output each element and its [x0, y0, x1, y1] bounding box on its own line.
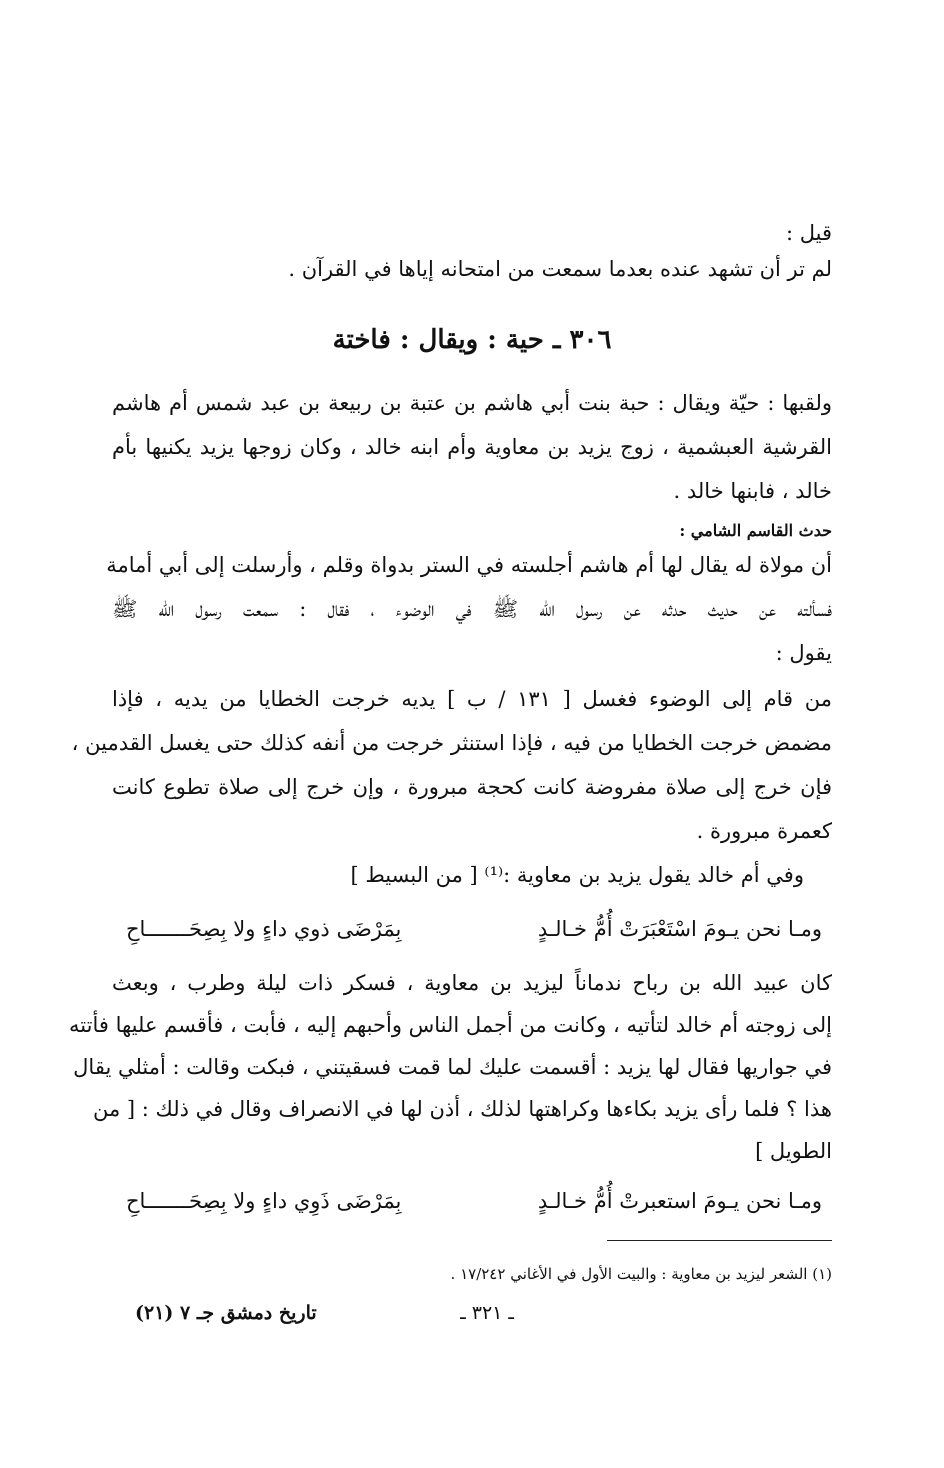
hadith-chain-line-2: فسألته عن حديث حدثه عن رسول الله ﷺ في الوضوء ، فقال : سمعت رسول الله ﷺ — [112, 597, 832, 621]
hadith-chain-line-1: أن مولاة له يقال لها أم هاشم أجلسته في الستر بدواة وقلم ، وأرسلت إلى أبي أمامة — [106, 553, 832, 577]
poem2-second-hemistich: بِمَرْضَى ذَوِي داءٍ ولا بِصِحَـــــــاحِ — [126, 1189, 402, 1213]
poem1-intro: وفي أم خالد يقول يزيد بن معاوية :⁽¹⁾ [ من البسيط ] — [350, 863, 804, 887]
poem1-second-hemistich: بِمَرْضَى ذوي داءٍ ولا بِصِحَـــــــاحِ — [126, 917, 402, 941]
section-title: ٣٠٦ ـ حية : ويقال : فاختة — [332, 325, 612, 355]
footnote-text: (١) الشعر ليزيد بن معاوية : والبيت الأول في الأغاني ١٧/٢٤٢ . — [450, 1265, 832, 1283]
hadith-chain-line-3: يقول : — [775, 641, 832, 665]
story-line-3: في جواريها فقال لها يزيد : أقسمت عليك لما قمت فسقيتني ، فبكت وقالت : أمثلي يقال — [73, 1055, 832, 1079]
book-source: تاريخ دمشق جـ ٧ (٢١) — [135, 1302, 317, 1324]
hadith-text-line-1: من قام إلى الوضوء فغسل [ ١٣١ / ب ] يديه خرجت الخطايا من يديه ، فإذا — [112, 687, 832, 711]
story-line-2: إلى زوجته أم خالد لتأتيه ، وكانت من أجمل الناس وأحبهم إليه ، فأبت ، فأقسم عليها فأتته — [69, 1013, 832, 1037]
lineage-line-3: خالد ، فابنها خالد . — [673, 479, 832, 503]
poem1-verse — [126, 914, 822, 944]
story-line-1: كان عبيد الله بن رباح ندماناً ليزيد بن معاوية ، فسكر ذات ليلة وطرب ، وبعث — [112, 971, 832, 995]
story-line-5: الطويل ] — [755, 1139, 832, 1163]
hadith-text-line-2: مضمض خرجت الخطايا من فيه ، فإذا استنثر خرجت من أنفه كذلك حتى يغسل القدمين ، — [71, 731, 832, 755]
hadith-text-line-4: كعمرة مبرورة . — [696, 819, 832, 843]
intro-label: قيل : — [785, 221, 832, 245]
lineage-line-1: ولقبها : حيّة ويقال : حبة بنت أبي هاشم بن عتبة بن ربيعة بن عبد شمس أم هاشم — [112, 391, 832, 415]
story-line-4: هذا ؟ فلما رأى يزيد بكاءها وكراهتها لذلك ، أذن لها في الانصراف وقال في ذلك : [ من — [92, 1097, 832, 1121]
poem1-first-hemistich: ومـا نحن يـومَ اسْتَعْبَرَتْ أُمُّ خـالـدٍ — [537, 917, 822, 941]
hadith-text-line-3: فإن خرج إلى صلاة مفروضة كانت كحجة مبرورة ، وإن خرج إلى صلاة تطوع كانت — [112, 775, 832, 799]
hadith-narrator: حدث القاسم الشامي : — [679, 521, 832, 540]
footnote-separator — [607, 1240, 832, 1241]
poem2-first-hemistich: ومـا نحن يـومَ استعبرتْ أُمُّ خـالـدٍ — [537, 1189, 822, 1213]
lineage-line-2: القرشية العبشمية ، زوج يزيد بن معاوية وأم ابنه خالد ، وكان زوجها يزيد يكنيها بأم — [112, 435, 832, 459]
poem2-verse — [126, 1186, 822, 1216]
intro-line: لم تر أن تشهد عنده بعدما سمعت من امتحانه إياها في القرآن . — [288, 257, 832, 281]
page-number: ـ ٣٢١ ـ — [460, 1302, 514, 1324]
